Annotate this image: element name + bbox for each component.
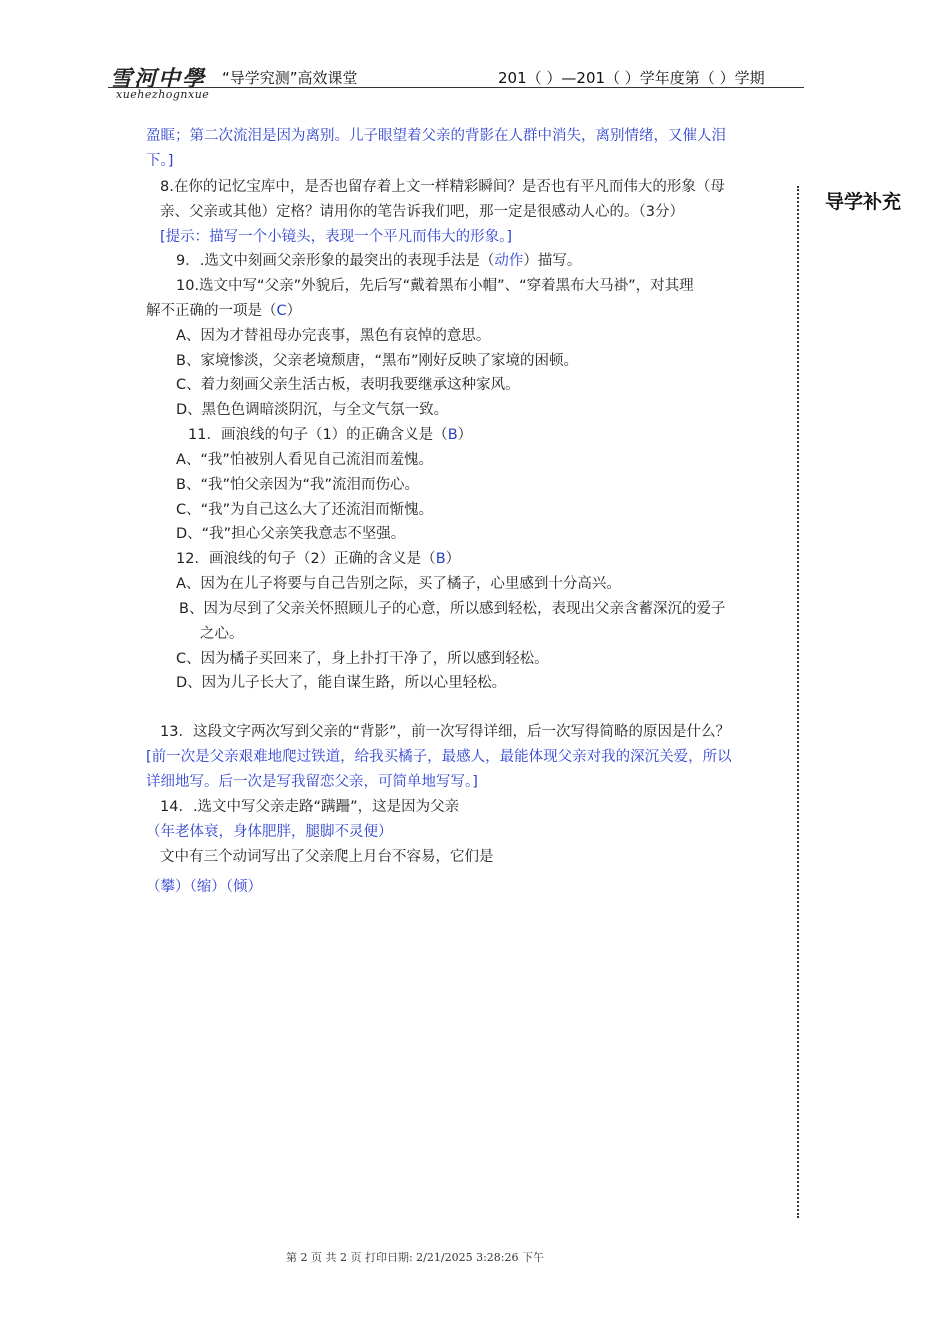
question-14-answer: （年老体衰，身体肥胖，腿脚不灵便）	[146, 824, 393, 840]
question-13-answer-line-1: [前一次是父亲艰难地爬过铁道，给我买橘子，最感人，最能体现父亲对我的深沉关爱，所以	[146, 749, 732, 765]
question-11-suffix: ）	[457, 427, 473, 443]
question-11-option-d: D、“我”担心父亲笑我意志不坚强。	[176, 526, 406, 542]
question-12-option-c: C、因为橘子买回来了，身上扑打干净了，所以感到轻松。	[176, 651, 549, 667]
question-14-part-2: 文中有三个动词写出了父亲爬上月台不容易，它们是	[160, 849, 494, 865]
question-11-text: 11．画浪线的句子（1）的正确含义是（	[188, 427, 448, 443]
question-12-option-d: D、因为儿子长大了，能自谋生路，所以心里轻松。	[176, 675, 507, 691]
school-logo-pinyin: xuehezhognxue	[116, 88, 210, 101]
question-8-line-1: 8.在你的记忆宝库中，是否也留存着上文一样精彩瞬间？是否也有平凡而伟大的形象（母	[160, 179, 725, 195]
question-13-answer-line-2: 详细地写。后一次是写我留恋父亲，可简单地写写。]	[146, 774, 478, 790]
question-8-hint: [提示：描写一个小镜头，表现一个平凡而伟大的形象。]	[160, 229, 513, 245]
course-title: “导学究测”高效课堂	[222, 69, 358, 87]
answer-line-1: 盈眶；第二次流泪是因为离别。儿子眼望着父亲的背影在人群中消失，离别情绪，又催人泪	[146, 128, 726, 144]
question-10-option-b: B、家境惨淡，父亲老境颓唐，“黑布”刚好反映了家境的困顿。	[176, 353, 578, 369]
question-10-option-c: C、着力刻画父亲生活古板，表明我要继承这种家风。	[176, 377, 520, 393]
question-9	[176, 249, 581, 274]
question-12-option-b-line-1: B、因为尽到了父亲关怀照顾儿子的心意，所以感到轻松，表现出父亲含蓄深沉的爱子	[179, 601, 726, 617]
term-info: 201（ ）—201（ ）学年度第（ ）学期	[498, 69, 765, 87]
question-11	[188, 423, 472, 448]
question-12-text: 12．画浪线的句子（2）正确的含义是（	[176, 551, 436, 567]
question-10-answer: C	[276, 303, 287, 319]
question-12-answer: B	[435, 551, 446, 567]
question-10-text: 解不正确的一项是（	[146, 303, 277, 319]
question-11-option-a: A、“我”怕被别人看见自己流泪而羞愧。	[176, 452, 433, 468]
header-rule	[108, 87, 804, 88]
question-10-line-1: 10.选文中写“父亲”外貌后，先后写“戴着黑布小帽”、“穿着黑布大马褂”，对其理	[176, 278, 694, 294]
question-12-suffix: ）	[445, 551, 461, 567]
question-11-answer: B	[447, 427, 458, 443]
sidebar-title: 导学补充	[825, 191, 902, 213]
page-footer: 第 2 页 共 2 页 打印日期: 2/21/2025 3:28:26 下午	[286, 1251, 544, 1264]
question-11-option-c: C、“我”为自己这么大了还流泪而惭愧。	[176, 502, 434, 518]
question-14: 14．.选文中写父亲走路“蹒跚”，这是因为父亲	[160, 799, 460, 815]
question-12	[176, 547, 460, 572]
question-13: 13．这段文字两次写到父亲的“背影”，前一次写得详细，后一次写得简略的原因是什么？	[160, 724, 730, 740]
school-logo: 雪河中學	[110, 66, 207, 92]
question-10-line-2	[146, 299, 301, 324]
question-12-option-a: A、因为在儿子将要与自己告别之际，买了橘子，心里感到十分高兴。	[176, 576, 621, 592]
question-11-option-b: B、“我”怕父亲因为“我”流泪而伤心。	[176, 477, 419, 493]
question-9-suffix: ）描写。	[523, 253, 582, 269]
binding-line	[797, 186, 799, 1218]
question-10-option-d: D、黑色色调暗淡阴沉，与全文气氛一致。	[176, 402, 449, 418]
question-14-part-2-answer: （攀）（缩）（倾）	[146, 879, 262, 895]
answer-line-2: 下。]	[146, 153, 174, 169]
question-10-option-a: A、因为才替祖母办完丧事，黑色有哀悼的意思。	[176, 328, 491, 344]
question-8-line-2: 亲、父亲或其他）定格？请用你的笔告诉我们吧，那一定是很感动人心的。（3分）	[160, 204, 684, 220]
question-9-text: 9．.选文中刻画父亲形象的最突出的表现手法是（	[176, 253, 495, 269]
question-10-suffix: ）	[286, 303, 302, 319]
question-12-option-b-line-2: 之心。	[200, 626, 244, 642]
question-9-answer: 动作	[494, 253, 524, 269]
